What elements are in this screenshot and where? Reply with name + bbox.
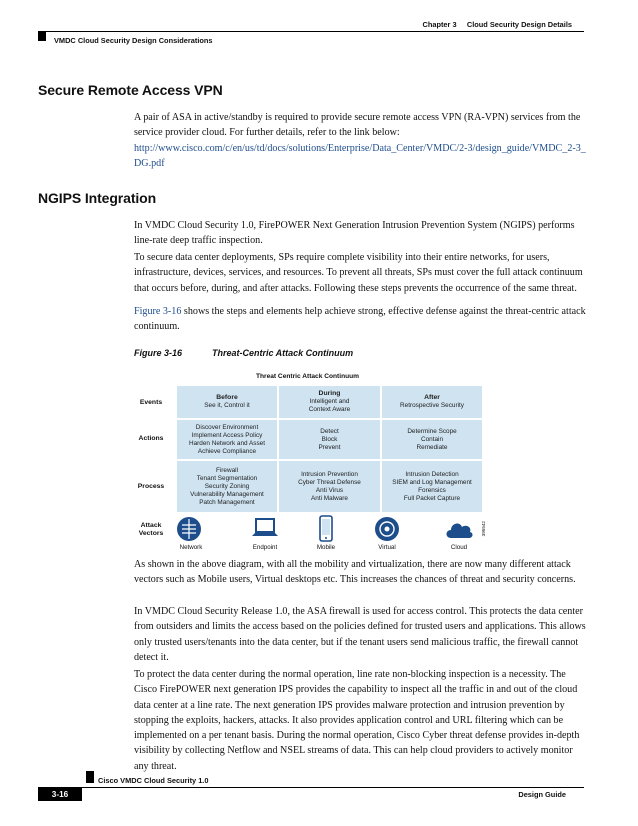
figure-title: Threat-Centric Attack Continuum	[212, 348, 354, 358]
paragraph: A pair of ASA in active/standby is required to provide secure remote access VPN (RA-VPN) services from the service provider cloud. For further details, refer to the link below:	[134, 112, 581, 139]
row-label-actions: Actions	[138, 435, 164, 442]
vmdc-guide-link[interactable]: http://www.cisco.com/c/en/us/td/docs/solutions/Enterprise/Data_Center/VMDC/2-3/design_guide/VMDC_2-3_DG.pdf	[134, 143, 586, 170]
page-number: 3-16	[38, 787, 82, 801]
footer-marker	[86, 771, 94, 783]
paragraph	[134, 304, 589, 335]
row-label-attack-vectors: Attack Vectors	[138, 522, 164, 537]
chapter-title: Cloud Security Design Details	[466, 20, 572, 29]
paragraph: To secure data center deployments, SPs require complete visibility into their entire networks, for users, infrastructure, devices, services, and resources. To prevent all threats, SPs must cover the full attack continuum that occurs before, during, and after attacks. Following these steps prevents the occurrence of the same threat.	[134, 252, 583, 294]
paragraph: In VMDC Cloud Security 1.0, FirePOWER Next Generation Intrusion Prevention System (NGIPS) performs line-rate deep traffic inspection.	[134, 220, 575, 247]
vector-label-cloud: Cloud	[450, 544, 468, 551]
row-label-events: Events	[139, 399, 163, 406]
running-header	[422, 20, 572, 29]
cell-after-process: Intrusion Detection SIEM and Log Management Forensics Full Packet Capture	[381, 460, 483, 513]
cell-before-events	[176, 385, 278, 419]
cell-during-actions: Detect Block Prevent	[278, 419, 381, 460]
footer-doc-title: Cisco VMDC Cloud Security 1.0	[98, 776, 209, 785]
phase-before: Before	[216, 394, 238, 401]
cell-during-events	[278, 385, 381, 419]
phase-after-sub: Retrospective Security	[400, 402, 464, 409]
figure-reference-link[interactable]: Figure 3-16	[134, 306, 182, 317]
paragraph: In VMDC Cloud Security Release 1.0, the ASA firewall is used for access control. This protects the data center from outsiders and limits the access based on the policies defined for trusted users and applications. This allows only trusted users/tenants into the data center, but if the tenant users send malicious traffic, the firewall cannot detect it.	[134, 606, 586, 663]
paragraph-text: shows the steps and elements help achieve strong, effective defense against the threat-centric attack continuum.	[134, 306, 586, 333]
phase-after: After	[424, 394, 440, 401]
cell-before-process: Firewall Tenant Segmentation Security Zoning Vulnerability Management Patch Management	[176, 460, 278, 513]
phase-before-sub: See it, Control it	[204, 402, 250, 409]
mobile-phone-icon	[319, 515, 333, 542]
paragraph: As shown in the above diagram, with all the mobility and virtualization, there are now many different attack vectors such as Mobile users, Virtual desktops etc. This increases the chances of threat and security concerns.	[134, 559, 576, 586]
section-title-vpn: Secure Remote Access VPN	[38, 82, 223, 98]
section-header: VMDC Cloud Security Design Considerations	[54, 36, 213, 45]
vector-label-endpoint: Endpoint	[252, 544, 278, 551]
figure-label: Figure 3-16	[134, 348, 183, 358]
cell-before-actions: Discover Environment Implement Access Policy Harden Network and Asset Achieve Compliance	[176, 419, 278, 460]
network-icon	[176, 516, 202, 542]
section-title-ngips: NGIPS Integration	[38, 190, 157, 206]
paragraph: To protect the data center during the normal operation, line rate non-blocking inspection is a necessity. The Cisco FirePOWER next generation IPS provides the capability to inspect all the traffic in and out of the cloud data center at a line rate. The next generation IPS provides malware protection and intrusion prevention by stopping the exploits, hackers, attacks. It also provides application control and URL filtering which can be implemented on a per tenant basis. During the normal operation, Cisco Cyber threat defense provides in-depth visibility by collecting Netflow and NSEL streams of data. This can help cloud providers to actively monitor any threat.	[134, 669, 580, 772]
phase-during: During	[318, 390, 341, 397]
row-label-process: Process	[137, 483, 165, 490]
phase-during-sub: Intelligent and Context Aware	[308, 398, 351, 413]
figure-heading: Threat Centric Attack Continuum	[255, 373, 360, 380]
vector-label-virtual: Virtual	[378, 544, 396, 551]
chapter-number: Chapter 3	[422, 20, 457, 29]
cell-after-events	[381, 385, 483, 419]
footer-guide-title: Design Guide	[518, 790, 566, 799]
cell-after-actions: Determine Scope Contain Remediate	[381, 419, 483, 460]
virtual-icon	[374, 516, 400, 542]
header-marker	[38, 31, 46, 41]
cell-during-process: Intrusion Prevention Cyber Threat Defense Anti Virus Anti Malware	[278, 460, 381, 513]
laptop-icon	[251, 517, 279, 541]
vector-label-network: Network	[179, 544, 203, 551]
footer-rule	[38, 787, 584, 788]
header-rule	[38, 31, 584, 32]
figure-code: 395542	[481, 521, 486, 537]
cloud-icon	[444, 518, 474, 540]
vector-label-mobile: Mobile	[316, 544, 336, 551]
